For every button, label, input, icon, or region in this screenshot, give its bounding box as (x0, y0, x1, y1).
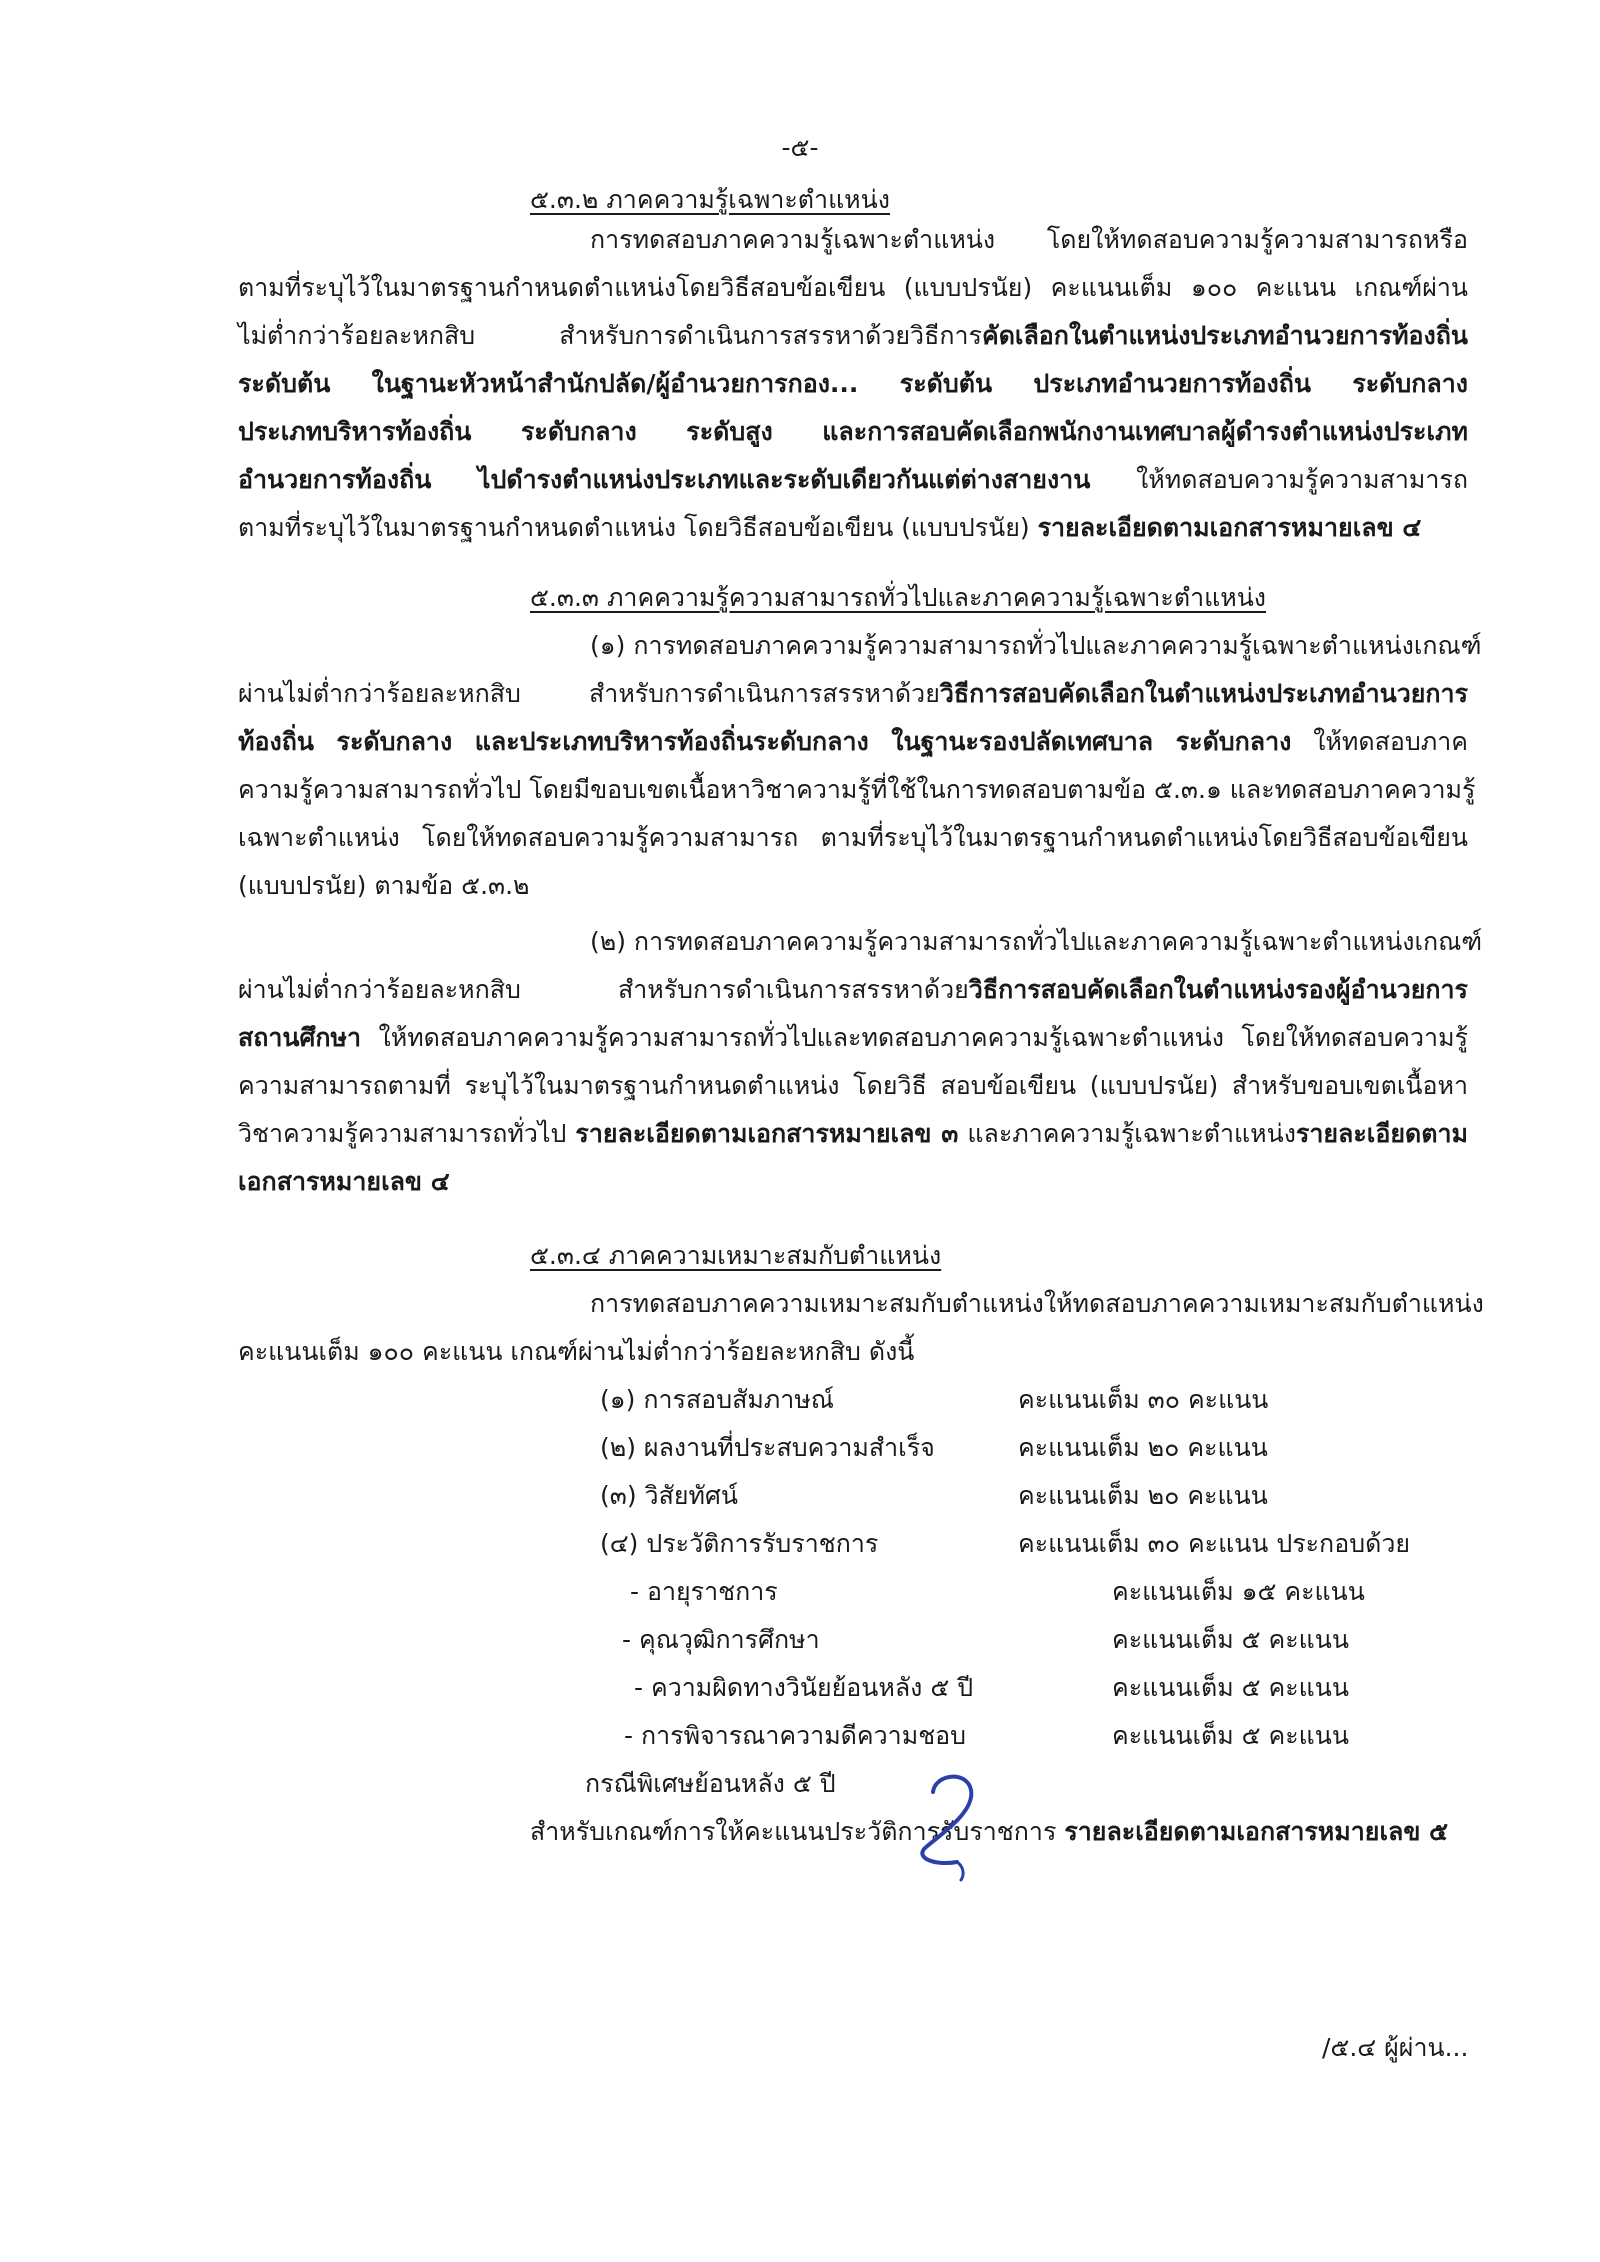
paragraph-line: ความสามารถตามที่ ระบุไว้ในมาตรฐานกำหนดตำแหน่ง โดยวิธี สอบข้อเขียน (แบบปรนัย) สำหรับขอบเขตเนื้อหา (238, 1071, 1468, 1100)
paragraph-line: ท้องถิ่น ระดับกลาง และประเภทบริหารท้องถิ่นระดับกลาง ในฐานะรองปลัดเทศบาล ระดับกลาง ให้ทดสอบภาค (238, 727, 1469, 756)
score-item-value: คะแนนเต็ม ๓๐ คะแนน (1018, 1385, 1269, 1414)
paragraph-line: สถานศึกษา ให้ทดสอบภาคความรู้ความสามารถทั่วไปและทดสอบภาคความรู้เฉพาะตำแหน่ง โดยให้ทดสอบความรู้ (238, 1023, 1468, 1052)
paragraph-line: ผ่านไม่ต่ำกว่าร้อยละหกสิบ สำหรับการดำเนินการสรรหาด้วยวิธีการสอบคัดเลือกในตำแหน่งประเภทอำนวยการ (238, 679, 1468, 708)
signature-mark (905, 1762, 995, 1882)
page-number: -๕- (781, 133, 819, 162)
paragraph-line: ไม่ต่ำกว่าร้อยละหกสิบ สำหรับการดำเนินการสรรหาด้วยวิธีการคัดเลือกในตำแหน่งประเภทอำนวยการท้องถิ่น (238, 321, 1468, 350)
score-subitem-label: - คุณวุฒิการศึกษา (622, 1625, 820, 1654)
paragraph-line: ประเภทบริหารท้องถิ่น ระดับกลาง ระดับสูง และการสอบคัดเลือกพนักงานเทศบาลผู้ดำรงตำแหน่งประเภท (238, 417, 1468, 446)
score-item-label: (๓) วิสัยทัศน์ (600, 1481, 738, 1510)
paragraph-line: ตามที่ระบุไว้ในมาตรฐานกำหนดตำแหน่งโดยวิธีสอบข้อเขียน (แบบปรนัย) คะแนนเต็ม ๑๐๐ คะแนน เกณฑ์ผ่าน (238, 273, 1468, 302)
score-subitem-value: คะแนนเต็ม ๑๕ คะแนน (1112, 1577, 1365, 1606)
paragraph-line: ตามที่ระบุไว้ในมาตรฐานกำหนดตำแหน่ง โดยวิธีสอบข้อเขียน (แบบปรนัย) รายละเอียดตามเอกสารหมายเลข ๔ (238, 513, 1422, 542)
paragraph-line: ผ่านไม่ต่ำกว่าร้อยละหกสิบ สำหรับการดำเนินการสรรหาด้วยวิธีการสอบคัดเลือกในตำแหน่งรองผู้อำนวยการ (238, 975, 1468, 1004)
section-heading-5-3-3: ๕.๓.๓ ภาคความรู้ความสามารถทั่วไปและภาคความรู้เฉพาะตำแหน่ง (530, 583, 1266, 612)
paragraph-line: คะแนนเต็ม ๑๐๐ คะแนน เกณฑ์ผ่านไม่ต่ำกว่าร้อยละหกสิบ ดังนี้ (238, 1337, 915, 1366)
score-item-value: คะแนนเต็ม ๓๐ คะแนน ประกอบด้วย (1018, 1529, 1411, 1558)
score-item-value: คะแนนเต็ม ๒๐ คะแนน (1018, 1481, 1268, 1510)
score-item-label: (๑) การสอบสัมภาษณ์ (600, 1385, 834, 1414)
criteria-line: สำหรับเกณฑ์การให้คะแนนประวัติการรับราชการ รายละเอียดตามเอกสารหมายเลข ๕ (530, 1817, 1449, 1846)
paragraph-line: ระดับต้น ในฐานะหัวหน้าสำนักปลัด/ผู้อำนวยการกอง... ระดับต้น ประเภทอำนวยการท้องถิ่น ระดับกลาง (238, 369, 1468, 398)
paragraph-line: ความรู้ความสามารถทั่วไป โดยมีขอบเขตเนื้อหาวิชาความรู้ที่ใช้ในการทดสอบตามข้อ ๕.๓.๑ และทดสอบภาคความรู้ (238, 775, 1476, 804)
score-item-label: (๔) ประวัติการรับราชการ (600, 1529, 879, 1558)
paragraph-line: (๒) การทดสอบภาคความรู้ความสามารถทั่วไปและภาคความรู้เฉพาะตำแหน่งเกณฑ์ (590, 927, 1483, 956)
section-heading-5-3-4: ๕.๓.๔ ภาคความเหมาะสมกับตำแหน่ง (530, 1241, 942, 1270)
score-subitem-value: คะแนนเต็ม ๕ คะแนน (1112, 1721, 1349, 1750)
paragraph-line: (แบบปรนัย) ตามข้อ ๕.๓.๒ (238, 871, 530, 900)
paragraph-line: อำนวยการท้องถิ่น ไปดำรงตำแหน่งประเภทและระดับเดียวกันแต่ต่างสายงาน ให้ทดสอบความรู้ความสามารถ (238, 465, 1468, 494)
section-heading-5-3-2: ๕.๓.๒ ภาคความรู้เฉพาะตำแหน่ง (530, 185, 890, 214)
paragraph-line: (๑) การทดสอบภาคความรู้ความสามารถทั่วไปและภาคความรู้เฉพาะตำแหน่งเกณฑ์ (590, 631, 1482, 660)
score-subitem-label: - การพิจารณาความดีความชอบ (624, 1721, 967, 1750)
paragraph-line: เฉพาะตำแหน่ง โดยให้ทดสอบความรู้ความสามารถ ตามที่ระบุไว้ในมาตรฐานกำหนดตำแหน่งโดยวิธีสอบข้อเขียน (238, 823, 1468, 852)
page-continuation-footer: /๕.๔ ผู้ผ่าน... (1322, 2033, 1469, 2062)
paragraph-line: วิชาความรู้ความสามารถทั่วไป รายละเอียดตามเอกสารหมายเลข ๓ และภาคความรู้เฉพาะตำแหน่งรายละเอียดตาม (238, 1119, 1468, 1148)
score-subitem-continuation: กรณีพิเศษย้อนหลัง ๕ ปี (585, 1769, 836, 1798)
score-subitem-value: คะแนนเต็ม ๕ คะแนน (1112, 1673, 1349, 1702)
score-subitem-label: - ความผิดทางวินัยย้อนหลัง ๕ ปี (634, 1673, 974, 1702)
score-subitem-label: - อายุราชการ (630, 1577, 778, 1606)
paragraph-line: การทดสอบภาคความเหมาะสมกับตำแหน่งให้ทดสอบภาคความเหมาะสมกับตำแหน่ง (590, 1289, 1484, 1318)
score-subitem-value: คะแนนเต็ม ๕ คะแนน (1112, 1625, 1349, 1654)
paragraph-line: เอกสารหมายเลข ๔ (238, 1167, 450, 1196)
score-item-label: (๒) ผลงานที่ประสบความสำเร็จ (600, 1433, 935, 1462)
paragraph-line: การทดสอบภาคความรู้เฉพาะตำแหน่ง โดยให้ทดสอบความรู้ความสามารถหรือ (590, 225, 1468, 254)
score-item-value: คะแนนเต็ม ๒๐ คะแนน (1018, 1433, 1268, 1462)
